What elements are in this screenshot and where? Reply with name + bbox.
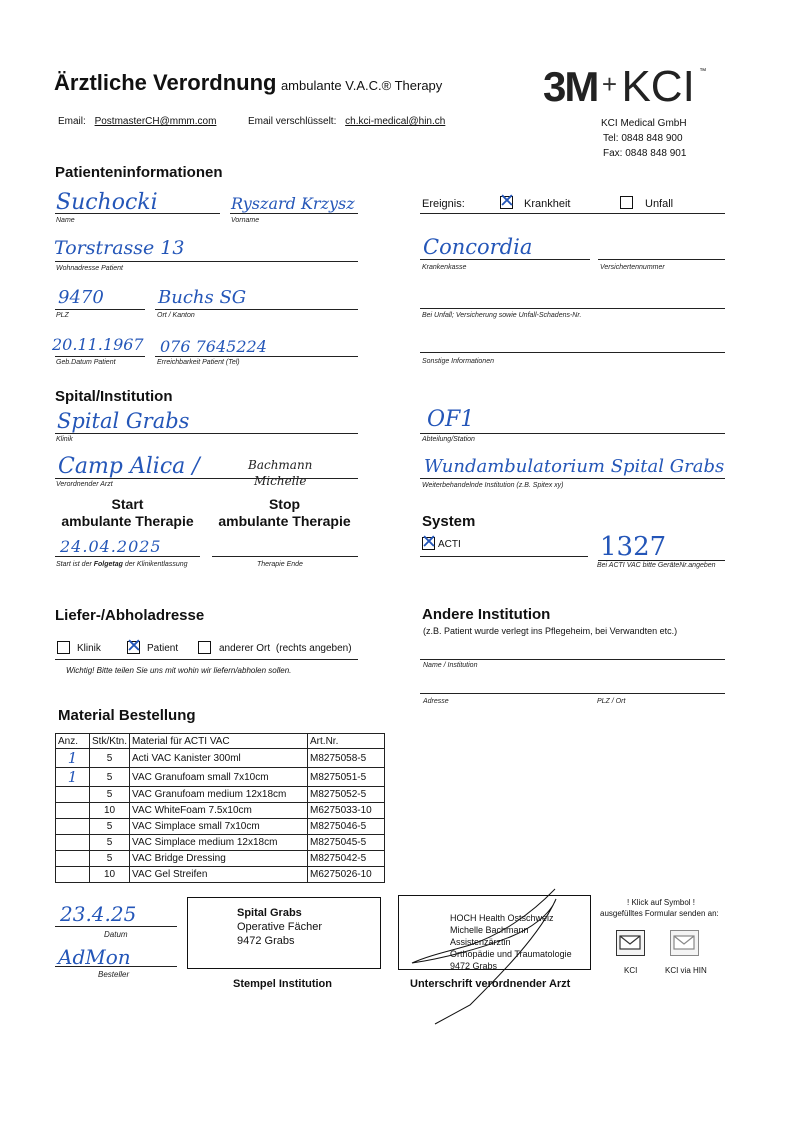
email-link[interactable]: PostmasterCH@mmm.com: [94, 116, 217, 127]
device-caption: Bei ACTI VAC bitte GeräteNr.angeben: [597, 562, 716, 569]
col-anz: Anz.: [56, 734, 90, 749]
material-cell: VAC Granufoam small 7x10cm: [130, 768, 308, 787]
anz-cell[interactable]: [56, 819, 90, 835]
anz-cell[interactable]: [56, 803, 90, 819]
vorname-line: [230, 213, 358, 214]
department-value[interactable]: OF1: [427, 407, 475, 432]
plz-line: [55, 309, 145, 310]
stk-cell: 5: [90, 787, 130, 803]
insurer-line: [420, 259, 590, 260]
logo-plus: +: [601, 69, 617, 99]
send-hin-label: KCI via HIN: [665, 966, 707, 975]
table-row: [56, 749, 385, 768]
plz-caption: PLZ: [56, 312, 69, 319]
company-name: KCI Medical GmbH: [601, 118, 687, 129]
date-caption: Datum: [104, 930, 128, 939]
clinic-caption: Klinik: [56, 436, 73, 443]
doctor-stamp-line-3: Assistenzärztin: [450, 937, 511, 947]
art-cell: M8275042-5: [308, 851, 385, 867]
klinik-checkbox[interactable]: [57, 641, 70, 654]
doctor-stamp-line-4: Orthopädie und Traumatologie: [450, 949, 572, 959]
unfall-label: Unfall: [645, 198, 674, 210]
orderer-value[interactable]: AdMon: [58, 945, 131, 969]
form-title: [54, 70, 442, 96]
start-caption-bold: Folgetag: [93, 561, 123, 568]
email-row: [58, 116, 216, 127]
logo-tm: ™: [699, 68, 707, 75]
klinik-label: Klinik: [77, 643, 101, 654]
stk-cell: 5: [90, 835, 130, 851]
col-stk: Stk/Ktn.: [90, 734, 130, 749]
material-cell: Acti VAC Kanister 300ml: [130, 749, 308, 768]
acti-line: [420, 556, 588, 557]
stamp-line-1: Spital Grabs: [237, 907, 302, 919]
patient-label: Patient: [147, 643, 179, 654]
signature-caption: Unterschrift verordnender Arzt: [410, 978, 571, 990]
doctor-value-3: Michelle: [254, 474, 307, 488]
insured-no-caption: Versichertennummer: [600, 264, 665, 271]
stk-cell: 5: [90, 819, 130, 835]
insurer-value[interactable]: Concordia: [423, 235, 533, 259]
krankheit-label: Krankheit: [524, 198, 571, 210]
doctor-value[interactable]: Camp Alica /: [58, 454, 200, 479]
address-line: [55, 261, 358, 262]
table-row: [56, 819, 385, 835]
clinic-line: [55, 433, 358, 434]
other-place-note: (rechts angeben): [275, 643, 352, 654]
anz-cell[interactable]: [56, 867, 90, 883]
ort-caption: Ort / Kanton: [157, 312, 195, 319]
brand-logo: [543, 62, 706, 112]
other-name-caption: Name / Institution: [423, 662, 478, 669]
email-label: Email:: [58, 116, 86, 127]
material-table: [55, 733, 385, 883]
patient-check-mark: ✕: [126, 635, 142, 657]
material-cell: VAC Bridge Dressing: [130, 851, 308, 867]
phone-caption: Erreichbarkeit Patient (Tel): [157, 359, 240, 366]
name-line: [55, 213, 220, 214]
company-fax: Fax: 0848 848 901: [603, 148, 687, 159]
material-cell: VAC Simplace medium 12x18cm: [130, 835, 308, 851]
name-caption: Name: [56, 217, 75, 224]
stk-cell: 10: [90, 803, 130, 819]
institution-heading: Spital/Institution: [55, 388, 173, 405]
start-date-value[interactable]: 24.04.2025: [60, 537, 162, 556]
followup-value[interactable]: Wundambulatorium Spital Grabs: [424, 456, 725, 477]
table-row: [56, 768, 385, 787]
clinic-value[interactable]: Spital Grabs: [57, 409, 190, 433]
anz-cell[interactable]: [56, 851, 90, 867]
material-header-row: [56, 734, 385, 749]
send-note-1: ! Klick auf Symbol !: [627, 898, 696, 907]
art-cell: M8275051-5: [308, 768, 385, 787]
material-cell: VAC Granufoam medium 12x18cm: [130, 787, 308, 803]
device-value[interactable]: 1327: [600, 532, 667, 562]
other-address-caption: Adresse: [423, 698, 449, 705]
art-cell: M6275033-10: [308, 803, 385, 819]
anz-cell[interactable]: [56, 835, 90, 851]
table-row: [56, 787, 385, 803]
table-row: [56, 835, 385, 851]
insured-no-line: [598, 259, 725, 260]
other-name-line: [420, 659, 725, 660]
stop-date-line: [212, 556, 358, 557]
followup-caption: Weiterbehandelnde Institution (z.B. Spitex xy): [422, 482, 564, 489]
doctor-caption: Verordnender Arzt: [56, 481, 113, 488]
start-title-line2: ambulante Therapie: [61, 513, 194, 529]
table-row: [56, 851, 385, 867]
orderer-caption: Besteller: [98, 970, 130, 979]
send-kci-icon[interactable]: [616, 930, 645, 956]
table-row: [56, 867, 385, 883]
email-enc-row: [248, 116, 445, 127]
logo-3m: 3M: [543, 63, 598, 110]
event-label: Ereignis:: [422, 198, 465, 210]
phone-value[interactable]: 076 7645224: [160, 337, 267, 356]
name-value[interactable]: Suchocki: [56, 190, 158, 215]
system-heading: System: [422, 513, 476, 530]
delivery-heading: Liefer-/Abholadresse: [55, 607, 205, 624]
send-kci-label: KCI: [624, 966, 638, 975]
anz-cell[interactable]: [56, 787, 90, 803]
stk-cell: 5: [90, 749, 130, 768]
start-caption-post: der Klinikentlassung: [122, 561, 188, 568]
title-rest: ambulante V.A.C.® Therapy: [280, 78, 443, 93]
anz-cell[interactable]: 1: [56, 749, 90, 768]
patient-heading: Patienteninformationen: [55, 164, 223, 181]
doctor-value-2: Bachmann: [248, 458, 313, 472]
accident-line: [420, 308, 725, 309]
material-cell: VAC WhiteFoam 7.5x10cm: [130, 803, 308, 819]
dob-value[interactable]: 20.11.1967: [52, 335, 144, 354]
start-title-line1: Start: [111, 496, 144, 512]
plz-value[interactable]: 9470: [58, 287, 104, 308]
followup-line: [420, 478, 725, 479]
other-place-text: anderer Ort: [219, 643, 271, 654]
email-enc-link[interactable]: ch.kci-medical@hin.ch: [345, 116, 446, 127]
stop-title: [212, 496, 357, 530]
art-cell: M6275026-10: [308, 867, 385, 883]
address-caption: Wohnadresse Patient: [56, 265, 123, 272]
col-art: Art.Nr.: [308, 734, 385, 749]
stop-title-line1: Stop: [268, 496, 301, 512]
acti-label: ACTI: [438, 539, 461, 550]
other-place-label: [219, 643, 352, 654]
device-line: [598, 560, 725, 561]
art-cell: M8275045-5: [308, 835, 385, 851]
doctor-stamp-line-1: HOCH Health Ostschweiz: [450, 913, 554, 923]
address-value[interactable]: Torstrasse 13: [54, 237, 185, 259]
phone-line: [155, 356, 358, 357]
send-note-2: ausgefülltes Formular senden an:: [600, 909, 719, 918]
other-info-caption: Sonstige Informationen: [422, 358, 494, 365]
insurer-caption: Krankenkasse: [422, 264, 467, 271]
stk-cell: 5: [90, 768, 130, 787]
vorname-caption: Vorname: [231, 217, 260, 224]
date-value[interactable]: 23.4.25: [60, 902, 137, 926]
stamp-line-3: 9472 Grabs: [237, 935, 295, 947]
ort-line: [155, 309, 358, 310]
other-institution-subtitle: (z.B. Patient wurde verlegt ins Pflegeheim, bei Verwandten etc.): [423, 626, 678, 636]
other-address-line: [420, 693, 725, 694]
stk-cell: 10: [90, 867, 130, 883]
start-date-line: [55, 556, 200, 557]
dob-caption: Geb.Datum Patient: [56, 359, 116, 366]
col-material: Material für ACTI VAC: [130, 734, 308, 749]
department-line: [420, 433, 725, 434]
table-row: [56, 803, 385, 819]
delivery-line: [55, 659, 358, 660]
other-institution-heading: Andere Institution: [422, 606, 551, 623]
other-plz-caption: PLZ / Ort: [597, 698, 626, 705]
krankheit-check-mark: ✕: [499, 190, 515, 212]
doctor-stamp-line-5: 9472 Grabs: [450, 961, 498, 971]
stop-title-line2: ambulante Therapie: [218, 513, 351, 529]
institution-stamp: [237, 906, 322, 948]
stk-cell: 5: [90, 851, 130, 867]
orderer-line: [55, 966, 177, 967]
unfall-checkbox[interactable]: [620, 196, 633, 209]
accident-caption: Bei Unfall; Versicherung sowie Unfall-Schadens-Nr.: [422, 312, 582, 319]
doctor-line: [55, 478, 358, 479]
stop-date-caption: Therapie Ende: [257, 561, 303, 568]
doctor-signature: [410, 885, 570, 1027]
dob-line: [55, 356, 145, 357]
email-enc-label: Email verschlüsselt:: [248, 116, 337, 127]
logo-kci: KCI: [621, 62, 695, 111]
start-caption-pre: Start ist der: [56, 561, 94, 568]
start-date-caption: [56, 561, 188, 568]
art-cell: M8275046-5: [308, 819, 385, 835]
vorname-value[interactable]: Ryszard Krzysz: [231, 194, 355, 213]
material-heading: Material Bestellung: [58, 707, 196, 724]
material-cell: VAC Simplace small 7x10cm: [130, 819, 308, 835]
send-hin-icon[interactable]: [670, 930, 699, 956]
department-caption: Abteilung/Station: [422, 436, 475, 443]
art-cell: M8275058-5: [308, 749, 385, 768]
stamp-line-2: Operative Fächer: [237, 921, 322, 933]
delivery-note: Wichtig! Bitte teilen Sie uns mit wohin wir liefern/abholen sollen.: [66, 666, 292, 675]
start-title: [55, 496, 200, 530]
ort-value[interactable]: Buchs SG: [158, 287, 247, 308]
other-info-line: [420, 352, 725, 353]
date-line: [55, 926, 177, 927]
stamp-caption: Stempel Institution: [233, 978, 332, 990]
event-line: [420, 213, 725, 214]
other-place-checkbox[interactable]: [198, 641, 211, 654]
art-cell: M8275052-5: [308, 787, 385, 803]
anz-cell[interactable]: 1: [56, 768, 90, 787]
company-tel: Tel: 0848 848 900: [603, 133, 683, 144]
acti-check-mark: ✕: [421, 531, 437, 553]
doctor-stamp-line-2: Michelle Bachmann: [450, 925, 529, 935]
title-bold: Ärztliche Verordnung: [54, 70, 277, 95]
material-cell: VAC Gel Streifen: [130, 867, 308, 883]
